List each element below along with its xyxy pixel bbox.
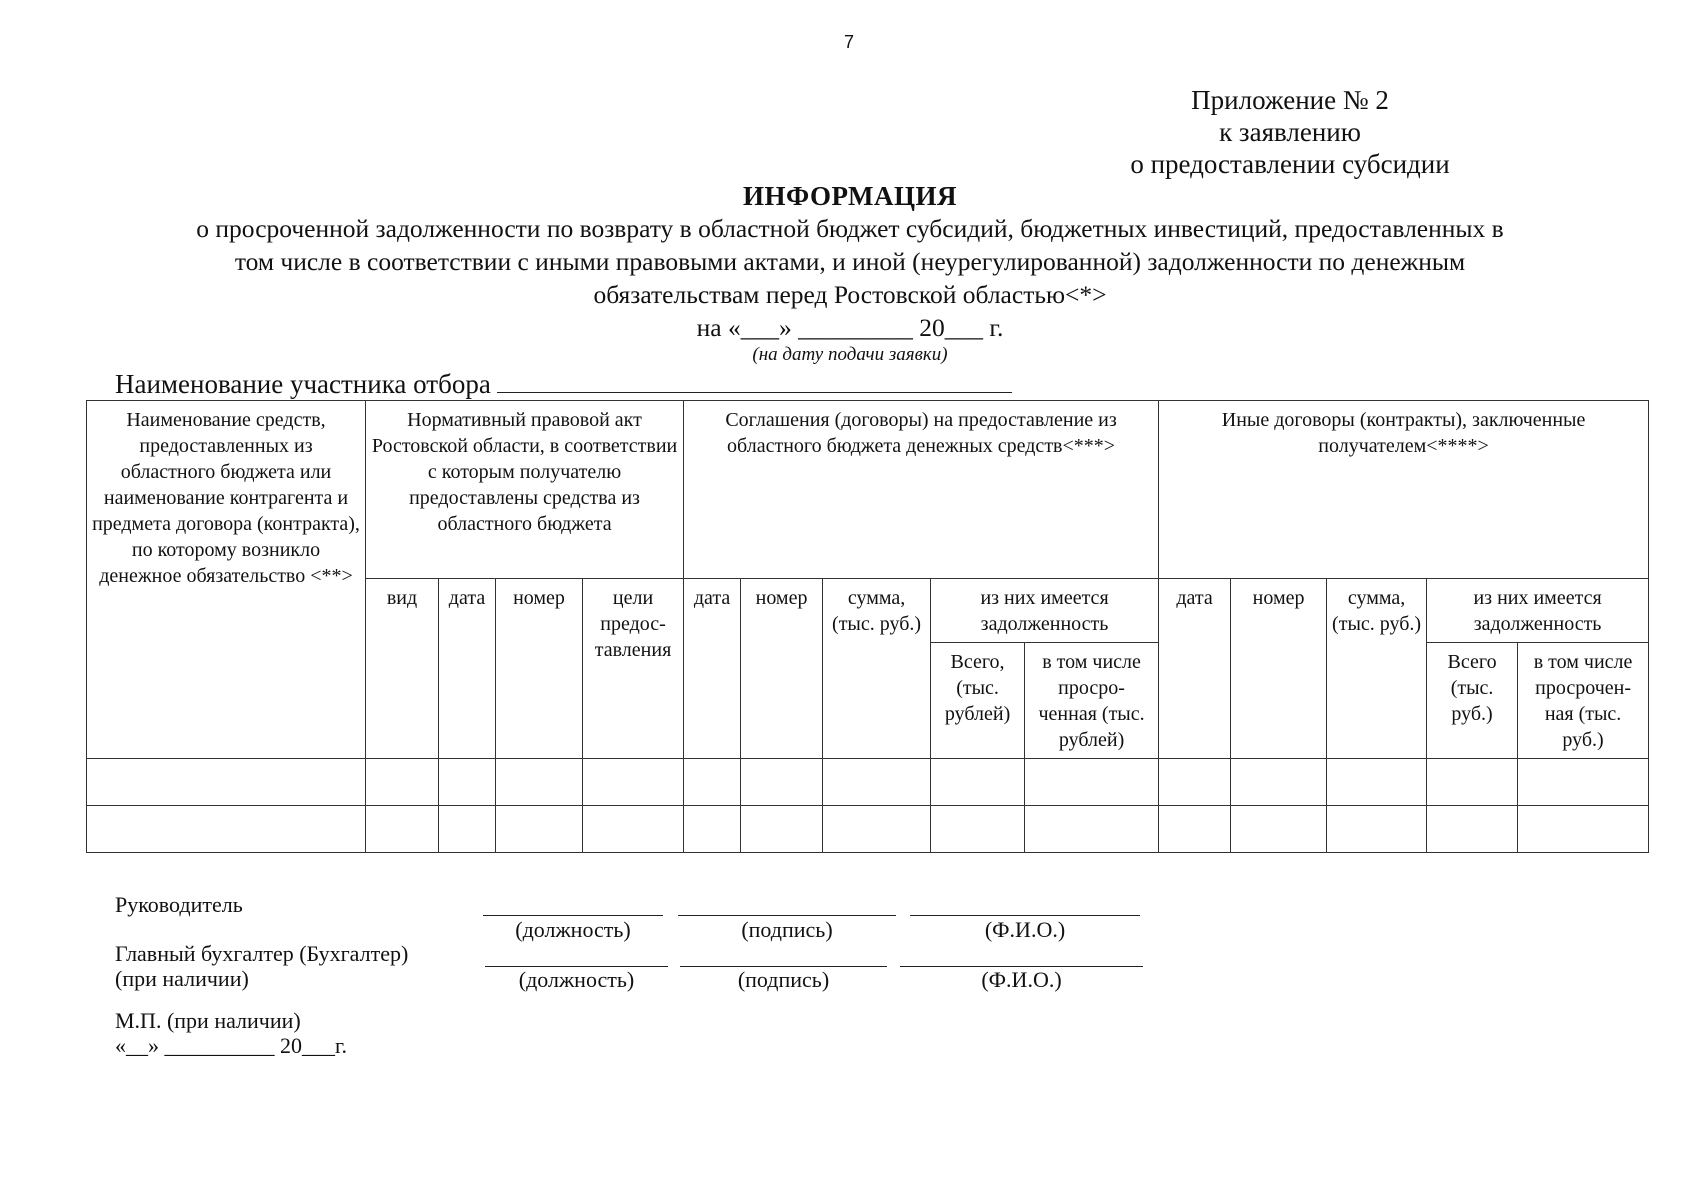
table-cell[interactable] xyxy=(931,759,1025,806)
accountant-fio-caption: (Ф.И.О.) xyxy=(981,967,1062,992)
table-row xyxy=(87,759,1649,806)
table-cell[interactable] xyxy=(1327,806,1427,853)
head-signature-line[interactable] xyxy=(678,915,896,916)
header-oth-debt: из них имеется задолженность xyxy=(1427,579,1649,643)
header-agr-date: дата xyxy=(684,579,741,759)
accountant-label-note: (при наличии) xyxy=(115,966,249,991)
title-line-1: о просроченной задолженности по возврату в областной бюджет субсидий, бюджетных инвестиций, предоставленных в xyxy=(196,214,1504,243)
header-funds-name: Наименование средств, предоставленных из областного бюджета или наименование контрагента и предмета договора (контракта), по которому возникло денежное обязательство <**> xyxy=(87,401,366,759)
table-cell[interactable] xyxy=(823,759,931,806)
table-cell[interactable] xyxy=(439,806,496,853)
participant-row xyxy=(115,368,1012,400)
header-agreements: Соглашения (договоры) на предоставление из областного бюджета денежных средств<***> xyxy=(684,401,1159,579)
table-cell[interactable] xyxy=(823,806,931,853)
header-agr-debt-overdue: в том числе просро-ченная (тыс. рублей) xyxy=(1025,643,1159,759)
accountant-signature-caption: (подпись) xyxy=(737,967,830,992)
table-cell[interactable] xyxy=(741,806,823,853)
table-cell[interactable] xyxy=(684,759,741,806)
header-agr-debt-total: Всего, (тыс. рублей) xyxy=(931,643,1025,759)
header-oth-debt-overdue: в том числе просрочен-ная (тыс. руб.) xyxy=(1518,643,1649,759)
table-cell[interactable] xyxy=(1159,806,1231,853)
title-line-3: обязательствам перед Ростовской областью<*> xyxy=(593,280,1107,309)
participant-name-field[interactable] xyxy=(497,368,1012,393)
header-oth-sum: сумма, (тыс. руб.) xyxy=(1327,579,1427,759)
table-cell[interactable] xyxy=(366,759,439,806)
appendix-line-3: о предоставлении субсидии xyxy=(1130,149,1450,179)
header-agr-number: номер xyxy=(741,579,823,759)
table-cell[interactable] xyxy=(1025,759,1159,806)
table-cell[interactable] xyxy=(931,806,1025,853)
table-cell[interactable] xyxy=(1427,806,1518,853)
header-other-contracts: Иные договоры (контракты), заключенные получателем<****> xyxy=(1159,401,1649,579)
title-date-line: на «___» _________ 20___ г. xyxy=(696,313,1004,342)
page-number: 7 xyxy=(843,32,854,52)
appendix-line-1: Приложение № 2 xyxy=(1191,85,1389,115)
participant-label: Наименование участника отбора xyxy=(115,369,491,399)
table-cell[interactable] xyxy=(741,759,823,806)
accountant-label: Главный бухгалтер (Бухгалтер) xyxy=(115,941,409,966)
appendix-reference xyxy=(1060,84,1520,180)
title-heading: ИНФОРМАЦИЯ xyxy=(743,181,957,211)
title-date-note: (на дату подачи заявки) xyxy=(752,344,948,365)
header-legal-act: Нормативный правовой акт Ростовской области, в соответствии с которым получателю предоставлены средства из областного бюджета xyxy=(366,401,684,579)
table-cell[interactable] xyxy=(1427,759,1518,806)
table-cell[interactable] xyxy=(684,806,741,853)
header-npa-number: номер xyxy=(496,579,583,759)
table-cell[interactable] xyxy=(439,759,496,806)
head-label: Руководитель xyxy=(115,892,243,917)
table-cell[interactable] xyxy=(496,806,583,853)
title-line-2: том числе в соответствии с иными правовыми актами, и иной (неурегулированной) задолженности по денежным xyxy=(234,247,1466,276)
header-oth-number: номер xyxy=(1231,579,1327,759)
head-position-caption: (должность) xyxy=(515,917,631,942)
header-npa-purpose: цели предос-тавления xyxy=(583,579,684,759)
debt-table xyxy=(86,400,1649,853)
table-cell[interactable] xyxy=(1231,806,1327,853)
signature-date: «__» __________ 20___г. xyxy=(115,1033,348,1058)
header-npa-date: дата xyxy=(439,579,496,759)
table-row xyxy=(87,806,1649,853)
stamp-label: М.П. (при наличии) xyxy=(115,1008,301,1033)
table-cell[interactable] xyxy=(87,806,366,853)
head-signature-caption: (подпись) xyxy=(741,917,833,942)
table-cell[interactable] xyxy=(1518,806,1649,853)
table-cell[interactable] xyxy=(1025,806,1159,853)
header-oth-debt-total: Всего (тыс. руб.) xyxy=(1427,643,1518,759)
table-cell[interactable] xyxy=(583,806,684,853)
header-oth-date: дата xyxy=(1159,579,1231,759)
table-cell[interactable] xyxy=(87,759,366,806)
head-fio-line[interactable] xyxy=(910,915,1140,916)
table-cell[interactable] xyxy=(496,759,583,806)
header-agr-debt: из них имеется задолженность xyxy=(931,579,1159,643)
table-cell[interactable] xyxy=(1518,759,1649,806)
table-cell[interactable] xyxy=(583,759,684,806)
table-cell[interactable] xyxy=(1327,759,1427,806)
appendix-line-2: к заявлению xyxy=(1219,117,1361,147)
header-agr-sum: сумма, (тыс. руб.) xyxy=(823,579,931,759)
table-cell[interactable] xyxy=(1231,759,1327,806)
head-fio-caption: (Ф.И.О.) xyxy=(984,917,1066,942)
accountant-position-caption: (должность) xyxy=(518,967,635,992)
document-title xyxy=(80,180,1620,366)
header-npa-type: вид xyxy=(366,579,439,759)
table-cell[interactable] xyxy=(1159,759,1231,806)
table-cell[interactable] xyxy=(366,806,439,853)
head-position-line[interactable] xyxy=(483,915,663,916)
